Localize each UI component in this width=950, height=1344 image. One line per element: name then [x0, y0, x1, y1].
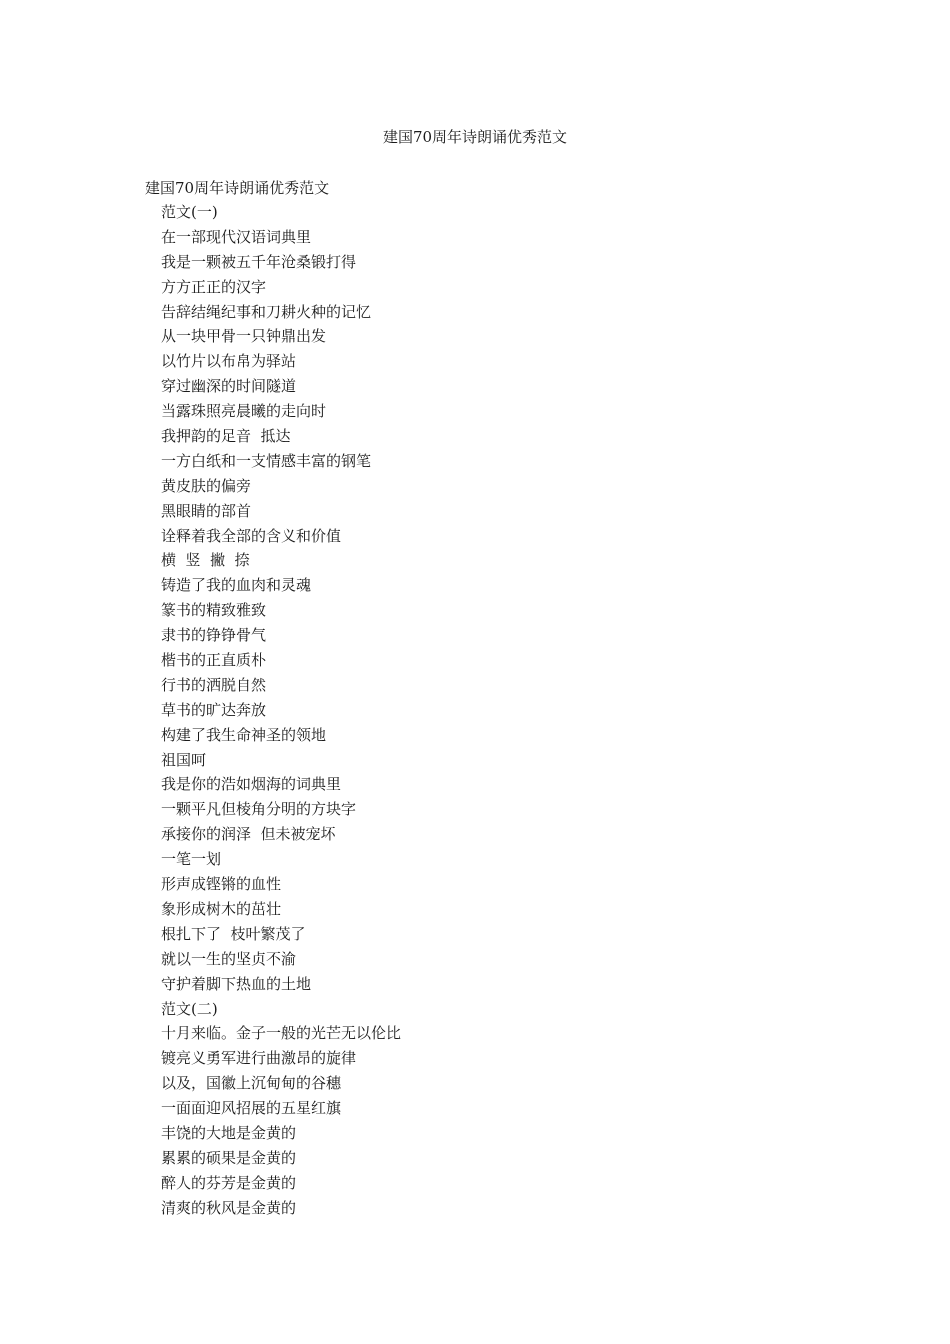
- poem-line: 我是你的浩如烟海的词典里: [161, 775, 342, 794]
- poem-line: 在一部现代汉语词典里: [161, 227, 312, 246]
- poem-line: 诠释着我全部的含义和价值: [161, 526, 342, 545]
- poem-line: 范文(一): [161, 203, 218, 221]
- poem-line: 穿过幽深的时间隧道: [161, 377, 297, 396]
- poem-line: 守护着脚下热血的土地: [161, 974, 312, 993]
- poem-line: 一颗平凡但棱角分明的方块字: [161, 800, 357, 819]
- poem-line: 当露珠照亮晨曦的走向时: [161, 402, 327, 421]
- poem-line: 黑眼睛的部首: [161, 501, 252, 520]
- poem-line: 形声成铿锵的血性: [161, 875, 282, 894]
- poem-line: 黄皮肤的偏旁: [161, 476, 252, 495]
- poem-line: 我押韵的足音 抵达: [161, 427, 291, 446]
- poem-line: 我是一颗被五千年沧桑锻打得: [161, 252, 357, 271]
- poem-line: 清爽的秋风是金黄的: [161, 1198, 297, 1217]
- poem-line: 从一块甲骨一只钟鼎出发: [161, 327, 327, 346]
- poem-line: 横 竖 撇 捺: [161, 551, 250, 570]
- page-title: 建国70周年诗朗诵优秀范文: [382, 128, 568, 146]
- poem-line: 构建了我生命神圣的领地: [161, 725, 327, 744]
- poem-line: 醉人的芬芳是金黄的: [161, 1173, 297, 1192]
- poem-line: 以及，国徽上沉甸甸的谷穗: [161, 1074, 342, 1093]
- poem-line: 篆书的精致雅致: [161, 601, 267, 620]
- poem-line: 楷书的正直质朴: [161, 651, 267, 670]
- poem-line: 累累的硕果是金黄的: [161, 1148, 297, 1167]
- poem-line: 十月来临。金子一般的光芒无以伦比: [161, 1024, 402, 1043]
- poem-line: 根扎下了 枝叶繁茂了: [161, 924, 306, 943]
- poem-line: 隶书的铮铮骨气: [161, 626, 267, 645]
- poem-line: 草书的旷达奔放: [161, 700, 267, 719]
- poem-line: 就以一生的坚贞不渝: [161, 949, 297, 968]
- poem-line: 行书的洒脱自然: [161, 675, 267, 694]
- poem-line: 一面面迎风招展的五星红旗: [161, 1099, 342, 1118]
- poem-line: 方方正正的汉字: [161, 277, 267, 296]
- poem-line: 象形成树木的茁壮: [161, 899, 282, 918]
- poem-line: 镀亮义勇军进行曲激昂的旋律: [161, 1049, 357, 1068]
- poem-line: 承接你的润泽 但未被宠坏: [161, 825, 336, 844]
- poem-line: 一方白纸和一支情感丰富的钢笔: [161, 451, 372, 470]
- document-heading: 建国70周年诗朗诵优秀范文: [145, 179, 330, 197]
- poem-line: 祖国呵: [161, 750, 207, 769]
- poem-line: 告辞结绳纪事和刀耕火种的记忆: [161, 302, 372, 321]
- poem-line: 范文(二): [161, 999, 218, 1018]
- poem-line: 铸造了我的血肉和灵魂: [161, 576, 312, 595]
- poem-line: 一笔一划: [161, 850, 222, 869]
- poem-line: 以竹片以布帛为驿站: [161, 352, 297, 371]
- poem-line: 丰饶的大地是金黄的: [161, 1123, 297, 1142]
- poem-lines: [161, 200, 401, 1221]
